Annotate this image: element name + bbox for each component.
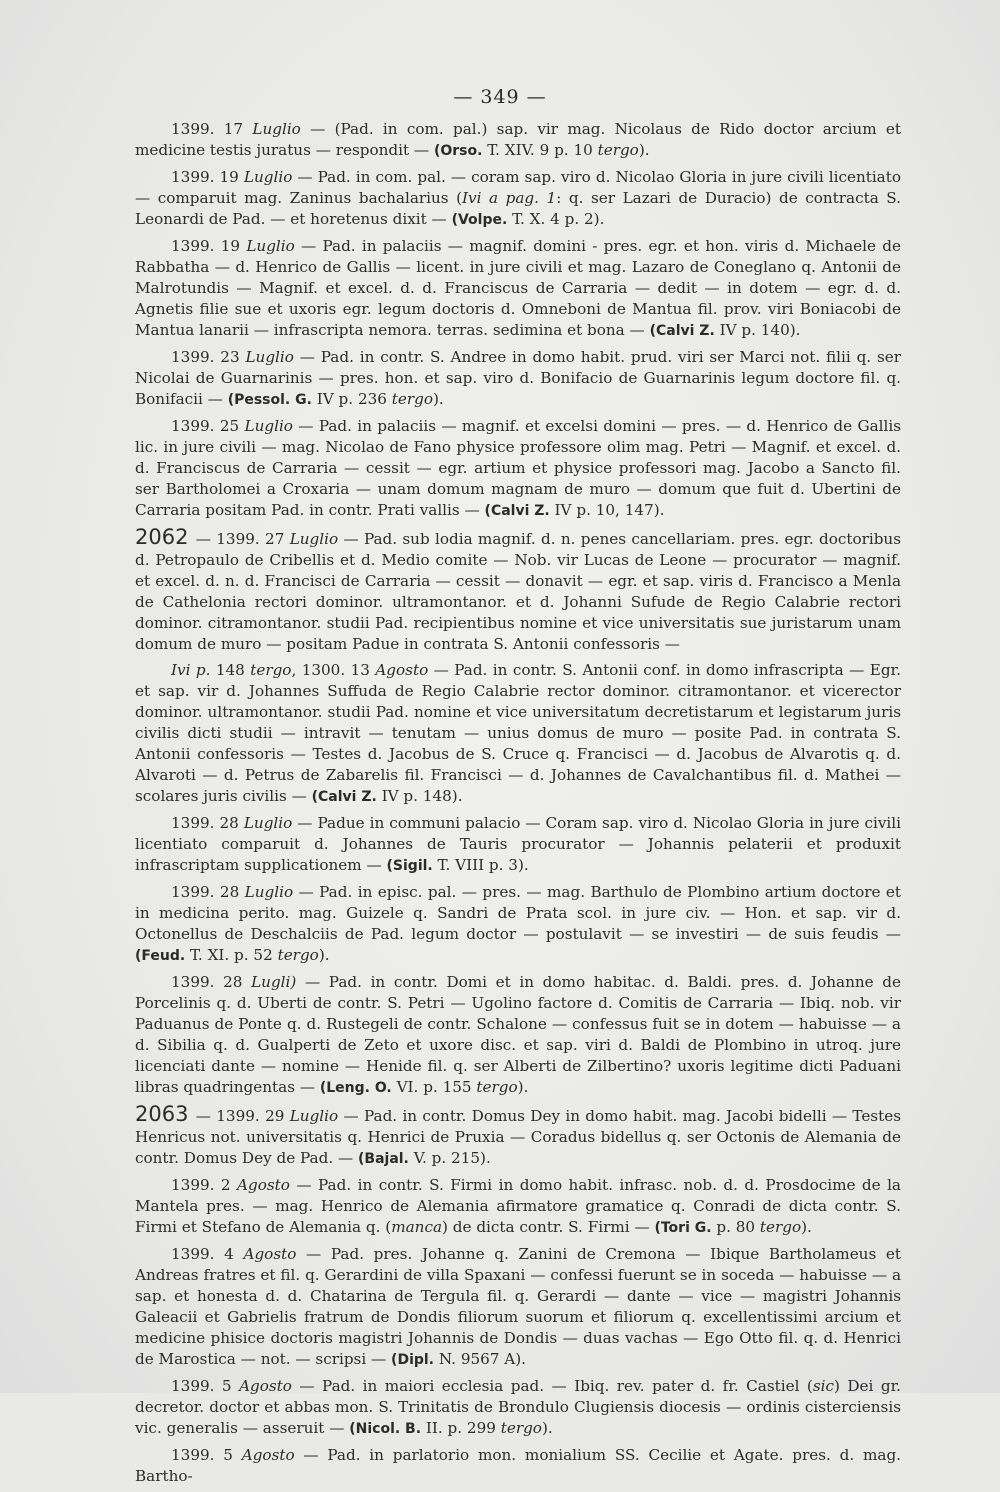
entry-month: Agosto xyxy=(237,1176,290,1194)
entry-date: 1399. 25 xyxy=(171,417,245,435)
document-entry xyxy=(135,1376,901,1440)
entry-text-italic: sic xyxy=(812,1377,834,1395)
entry-date: 148 xyxy=(210,661,251,679)
entry-date: 1399. 19 xyxy=(171,237,247,255)
entry-source-page: T. XIV. 9 p. 10 xyxy=(482,141,598,159)
entry-source-ref: (Orso. xyxy=(433,143,483,159)
entry-source-page: V. p. 215). xyxy=(408,1149,491,1167)
entry-source-ref: (Calvi Z. xyxy=(311,789,377,805)
entry-source-end: ). xyxy=(638,141,650,159)
entry-source-ref: (Calvi Z. xyxy=(649,323,715,339)
entry-text: ) Dei gr. decretor. doctor et abbas mon. S. Trinitatis de Brondulo Clugiensis diocesis — ordinis cisterciensis vic. generalis — asseruit — xyxy=(135,1377,901,1437)
document-entry xyxy=(135,167,901,231)
entry-source-italic: tergo xyxy=(391,390,433,408)
entry-source-italic: tergo xyxy=(277,946,319,964)
document-entry xyxy=(135,660,901,808)
entry-month: Luglio xyxy=(289,530,339,548)
entry-source-ref: (Bajal. xyxy=(358,1151,409,1167)
entry-text: — Pad. in com. pal. — coram sap. viro d. Nicolao Gloria in jure civili licentiato — comparuit mag. Zaninus bachalarius ( xyxy=(135,168,901,207)
document-entry xyxy=(135,527,901,655)
document-entry xyxy=(135,119,901,162)
entry-source-ref: (Pessol. G. xyxy=(227,392,312,408)
entry-month: Luglio xyxy=(245,348,294,366)
document-entry xyxy=(135,1244,901,1371)
entry-source-ref: (Dipl. xyxy=(391,1352,435,1368)
entry-text-italic: Ivi a pag. 1 xyxy=(462,189,557,207)
document-entry xyxy=(135,882,901,967)
entry-text-italic: manca xyxy=(391,1218,443,1236)
document-entry xyxy=(135,1175,901,1239)
entry-source-page: T. XI. p. 52 xyxy=(185,946,278,964)
entry-text: — Padue in communi palacio — Coram sap. viro d. Nicolao Gloria in jure civili licentiato comparuit d. Johannes de Tauris procurator — Johannis pelaterii et produxit infrascriptam supplicationem — xyxy=(135,814,901,874)
entry-source-ref: (Nicol. B. xyxy=(349,1421,422,1437)
entry-text: ) de dicta contr. S. Firmi — xyxy=(442,1218,655,1236)
entry-source-italic: tergo xyxy=(759,1218,802,1236)
entry-date: 1399. 2 xyxy=(171,1176,238,1194)
entry-month: Agosto xyxy=(241,1446,295,1464)
document-entry xyxy=(135,236,901,342)
document-entry xyxy=(135,416,901,522)
entry-month: Luglio xyxy=(243,814,293,832)
document-entry xyxy=(135,347,901,411)
entry-date: 1399. 28 xyxy=(171,883,245,901)
entry-text: — Pad. in palaciis — magnif. et excelsi domini — pres. — d. Henrico de Gallis lic. in jure civili — mag. Nicolao de Fano physice professore olim mag. Petri — Magnif. et excel. d. d. Franciscus de Carraria — cessit — egr. artium et physice professori mag. Jacobo a Sancto fil. ser Bartholomei a Croxaria — unam domum magnam de muro — domum que fuit d. Ubertini de Carraria positam Pad. in contr. Prati vallis — xyxy=(135,417,901,519)
entry-date: 1399. 28 xyxy=(171,814,244,832)
entry-source-ref: (Sigil. xyxy=(386,858,433,874)
entry-source-page: IV p. 148). xyxy=(376,787,463,805)
entry-source-ref: (Leng. O. xyxy=(319,1080,392,1096)
entry-month: Luglio xyxy=(244,883,294,901)
entry-source-page: T. VIII p. 3). xyxy=(432,856,529,874)
entry-month: Lugli) xyxy=(251,973,297,991)
entry-source-end: ). xyxy=(517,1078,529,1096)
document-body xyxy=(135,119,901,1492)
entry-source-ref: (Volpe. xyxy=(451,212,508,228)
document-entry xyxy=(135,1104,901,1170)
entry-date: — 1399. 27 xyxy=(190,530,290,548)
entry-text: — Pad. sub lodia magnif. d. n. penes cancellariam. pres. egr. doctoribus d. Petropaulo de Cribellis et d. Medio comite — Nob. vir Lucas de Leone — procurator — magnif. et excel. d. n. d. Francisci de Carraria — cessit — donavit — egr. et sap. viris d. Francisco a Menla de Cathelonia rectori dominor. ultramontanor. et d. Johanni Sufude de Regio Calabrie rectori dominor. citramontanor. studii Pad. recipientibus nomine et vice universitatis sue juristarum unam domum de muro — positam Padue in contrata S. Antonii confessoris — xyxy=(135,530,902,653)
entry-source-page: VI. p. 155 xyxy=(391,1078,477,1096)
entry-date: 1399. 5 xyxy=(171,1377,240,1395)
entry-month: Agosto xyxy=(243,1245,297,1263)
entry-month: Luglio xyxy=(244,417,293,435)
document-entry xyxy=(135,1445,901,1487)
document-entry xyxy=(135,813,901,877)
entry-text: — Pad. in parlatorio mon. monialium SS. Cecilie et Agate. pres. d. mag. Bartho- xyxy=(135,1446,901,1485)
entry-number: 2062 xyxy=(135,525,189,549)
entry-text: — Pad. in contr. S. Antonii conf. in domo infrascripta — Egr. et sap. vir d. Johannes Suffuda de Regio Calabrie rector dominor. citramontanor. et vicerector dominor. ultramontanor. studii Pad. nomine et vice universitatum decretistarum et legistarum juris civilis dicti studii — intravit — tenutam — unius domus de muro — posite Pad. in contrata S. Antonii confessoris — Testes d. Jacobus de S. Cruce q. Francisci — d. Jacobus de Alvarotis q. d. Alvaroti — d. Petrus de Zabarelis fil. Francisci — d. Johannes de Cavalchantibus fil. d. Mathei — scolares juris civilis — xyxy=(135,661,901,805)
entry-month: Agosto xyxy=(239,1377,292,1395)
entry-source-italic: tergo xyxy=(476,1078,518,1096)
entry-date: 1399. 5 xyxy=(171,1446,242,1464)
entry-source-ref: (Feud. xyxy=(135,948,186,964)
entry-date: , 1300. 13 xyxy=(291,661,376,679)
entry-source-end: ). xyxy=(318,946,330,964)
entry-source-ref: (Calvi Z. xyxy=(484,503,550,519)
entry-ref-italic: tergo xyxy=(250,661,292,679)
entry-source-page: IV p. 236 xyxy=(311,390,392,408)
entry-month: Luglio xyxy=(246,237,295,255)
entry-source-italic: tergo xyxy=(597,141,639,159)
entry-text: — Pad. pres. Johanne q. Zanini de Cremona — Ibique Bartholameus et Andreas fratres et fil. q. Gerardini de villa Spaxani — confessi fuerunt se in soceda — habuisse — a sap. et honesta d. d. Chatarina de Tergula fil. q. Gerardi — dante — vice — magistri Johannis Galeacii et Gabrielis fratrum de Dondis filiorum suorum et filiorum q. excellentissimi arcium et medicine phisice doctoris magistri Johannis de Dondis — duas vachas — Ego Otto fil. q. d. Henrici de Marostica — not. — scripsi — xyxy=(135,1245,902,1368)
entry-source-page: IV p. 140). xyxy=(714,321,801,339)
entry-source-page: T. X. 4 p. 2). xyxy=(507,210,605,228)
entry-source-page: II. p. 299 xyxy=(421,1419,501,1437)
entry-source-end: ). xyxy=(801,1218,812,1236)
entry-text: — Pad. in contr. Domi et in domo habitac. d. Baldi. pres. d. Johanne de Porcelinis q. d. Uberti de contr. S. Petri — Ugolino factore d. Comitis de Carraria — Ibiq. nob. vir Paduanus de Ponte q. d. Rustegeli de contr. Schalone — confessus fuit se in dotem — habuisse — a d. Sibilia q. d. Gualperti de Zeto et uxore disc. et sap. viri d. Baldi de Plombino in utroq. jure licenciati dante — nomine — Henide fil. q. ser Alberti de Zilbertino? uxoris legitime dicti Paduani libras quadringentas — xyxy=(135,973,901,1096)
entry-source-end: ). xyxy=(432,390,444,408)
entry-date: — 1399. 29 xyxy=(190,1107,290,1125)
entry-source-italic: tergo xyxy=(500,1419,542,1437)
entry-source-end: ). xyxy=(541,1419,553,1437)
entry-text: — Pad. in episc. pal. — pres. — mag. Barthulo de Plombino artium doctore et in medicina perito. mag. Guizele q. Sandri de Prata scol. in jure civ. — Hon. et sap. vir d. Octonellus de Deschalciis de Pad. legum doctor — postulavit — se investiri — de suis feudis — xyxy=(135,883,901,943)
entry-month: Agosto xyxy=(375,661,429,679)
entry-month: Luglio xyxy=(243,168,293,186)
entry-source-page: N. 9567 A). xyxy=(434,1350,527,1368)
entry-date: 1399. 4 xyxy=(171,1245,244,1263)
entry-date: 1399. 28 xyxy=(171,973,252,991)
entry-month: Luglio xyxy=(289,1107,339,1125)
entry-month: Luglio xyxy=(252,120,301,138)
page-number: — 349 — xyxy=(453,86,547,108)
entry-date: 1399. 17 xyxy=(171,120,253,138)
entry-number: 2063 xyxy=(135,1102,189,1126)
entry-text: — Pad. in contr. Domus Dey in domo habit. mag. Jacobi bidelli — Testes Henricus not. universitatis q. Henrici de Pruxia — Coradus bidellus q. ser Octonis de Alemania de contr. Domus Dey de Pad. — xyxy=(135,1107,901,1167)
entry-text: — Pad. in contr. S. Andree in domo habit. prud. viri ser Marci not. filii q. ser Nicolai de Guarnarinis — pres. hon. et sap. viro d. Bonifacio de Guarnarinis legum doctore fil. q. Bonifacii — xyxy=(135,348,901,408)
entry-source-page: IV p. 10, 147). xyxy=(549,501,665,519)
entry-source-page: p. 80 xyxy=(711,1218,760,1236)
entry-text: — Pad. in palaciis — magnif. domini - pres. egr. et hon. viris d. Michaele de Rabbatha — d. Henrico de Gallis — licent. in jure civili et mag. Lazaro de Coneglano q. Antonii de Malrotundis — Magnif. et excel. d. d. Franciscus de Carraria — dedit — in dotem — egr. d. d. Agnetis filie sue et uxoris egr. legum doctoris d. Omneboni de Mantua fil. prov. viri Boniacobi de Mantua lanarii — infrascripta nemora. terras. sedimina et bona — xyxy=(135,237,901,339)
entry-date: 1399. 23 xyxy=(171,348,246,366)
entry-source-ref: (Tori G. xyxy=(654,1220,712,1236)
entry-text: — Pad. in contr. S. Firmi in domo habit. infrasc. nob. d. d. Prosdocime de la Mantela pres. — mag. Henrico de Alemania afirmatore gramatice q. Conradi de dicta contr. S. Firmi et Stefano de Alemania q. ( xyxy=(135,1176,901,1236)
entry-ref-italic: Ivi p. xyxy=(171,661,211,679)
entry-text: — Pad. in maiori ecclesia pad. — Ibiq. rev. pater d. fr. Castiel ( xyxy=(291,1377,813,1395)
entry-text: : q. ser Lazari de Duracio) de contracta S. Leonardi de Pad. — et horetenus dixit — xyxy=(135,189,901,228)
entry-date: 1399. 19 xyxy=(171,168,244,186)
entry-text: — (Pad. in com. pal.) sap. vir mag. Nicolaus de Rido doctor arcium et medicine testis juratus — respondit — xyxy=(135,120,901,159)
document-entry xyxy=(135,972,901,1099)
